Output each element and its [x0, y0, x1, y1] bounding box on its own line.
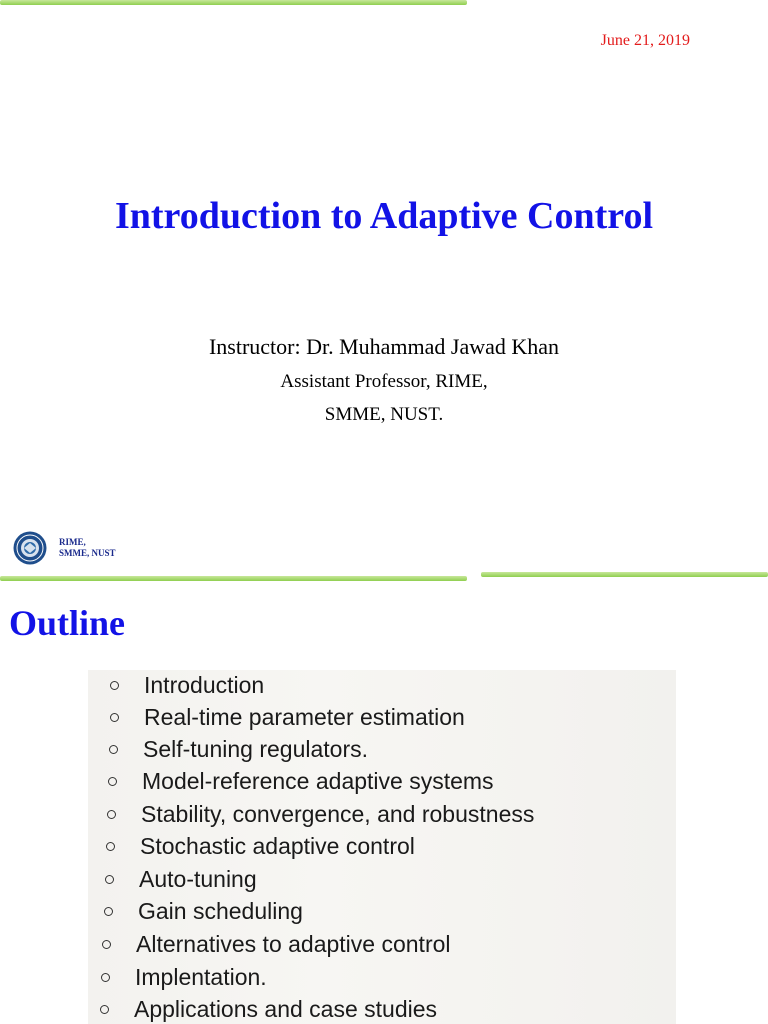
outline-item-label: Auto-tuning — [139, 866, 257, 892]
outline-item — [141, 801, 534, 828]
outline-item-label: Applications and case studies — [134, 996, 438, 1022]
outline-item — [140, 833, 415, 860]
bullet-icon — [110, 713, 119, 722]
outline-item-label: Model-reference adaptive systems — [142, 768, 494, 794]
outline-item — [138, 898, 303, 925]
bullet-icon — [107, 810, 116, 819]
bottom-accent-bar-right — [481, 572, 768, 577]
footer-line1: RIME, — [59, 537, 86, 547]
outline-item — [144, 672, 264, 699]
outline-item-label: Alternatives to adaptive control — [136, 931, 451, 957]
outline-item-label: Introduction — [144, 672, 265, 698]
outline-item — [142, 768, 494, 795]
bullet-icon — [108, 777, 117, 786]
footer-line2: SMME, NUST — [59, 548, 116, 558]
outline-heading: Outline — [9, 603, 126, 643]
bullet-icon — [110, 681, 119, 690]
outline-item — [136, 931, 451, 958]
university-seal-icon — [13, 531, 47, 565]
outline-item-label: Gain scheduling — [138, 898, 303, 924]
bullet-icon — [109, 745, 118, 754]
slide-footer — [59, 537, 116, 559]
outline-item — [134, 996, 437, 1023]
bullet-icon — [105, 875, 114, 884]
bullet-icon — [104, 907, 113, 916]
bullet-icon — [100, 1005, 109, 1014]
outline-item — [144, 704, 465, 731]
outline-item-label: Stochastic adaptive control — [140, 833, 415, 859]
outline-item — [143, 736, 368, 763]
instructor-affiliation-line1: Assistant Professor, RIME, — [280, 371, 488, 392]
outline-item-label: Real-time parameter estimation — [144, 704, 465, 730]
bullet-icon — [101, 973, 110, 982]
outline-item-label: Stability, convergence, and robustness — [141, 801, 535, 827]
instructor-name: Instructor: Dr. Muhammad Jawad Khan — [208, 334, 560, 359]
top-accent-bar — [0, 0, 467, 5]
outline-item — [139, 866, 257, 893]
slide-date: June 21, 2019 — [600, 32, 690, 49]
scanned-outline-image — [88, 670, 676, 1024]
instructor-affiliation-line2: SMME, NUST. — [324, 404, 444, 425]
outline-slide — [0, 580, 768, 1024]
presentation-title: Introduction to Adaptive Control — [114, 195, 654, 237]
outline-item — [135, 964, 267, 991]
outline-item-label: Self-tuning regulators. — [143, 736, 369, 762]
bullet-icon — [106, 842, 115, 851]
bullet-icon — [102, 940, 111, 949]
outline-item-label: Implentation. — [135, 964, 267, 990]
